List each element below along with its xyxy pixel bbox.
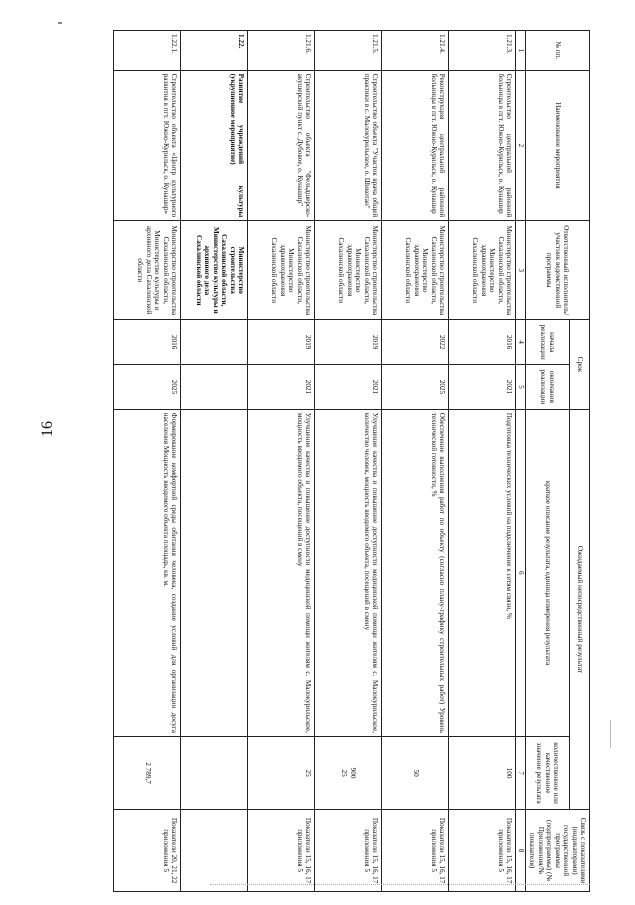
row-start: 2022: [382, 320, 449, 365]
col-number: 4: [516, 320, 525, 365]
header-responsible: Ответственный исполнитель/участник ведомственной программы: [525, 221, 589, 320]
row-desc: Улучшение качества и повышение доступности медицинской помощи жителям с. Малокурильское, мощность вводимого объекта, посещений в смену: [248, 409, 315, 736]
column-number-row: [516, 31, 525, 892]
col-number: 8: [516, 810, 525, 892]
row-name: Реконструкция центральной районной больницы в пгт. Южно-Курильск, о. Кунашир: [382, 70, 449, 221]
page-number: 16: [39, 421, 56, 437]
table-row-group: [181, 31, 248, 892]
row-desc: Обеспечение выполнения работ по объекту (согласно плану-графику строительных работ) Уровень технической готовности, %: [382, 409, 449, 736]
row-num: 1.22.: [181, 31, 248, 71]
row-value: [181, 736, 248, 809]
header-term: Срок: [570, 320, 590, 410]
col-number: 6: [516, 409, 525, 736]
row-num: 1.21.4.: [382, 31, 449, 71]
row-value: 50: [382, 736, 449, 809]
row-end: 2021: [248, 365, 315, 410]
row-responsible: Министерство строительства Сахалинской области, Министерство культуры и архивного дела Сахалинской области: [181, 221, 248, 320]
row-end: 2021: [449, 365, 516, 410]
row-link: Показатели 20, 21, 22 приложения 5: [114, 810, 181, 892]
row-start: 2016: [449, 320, 516, 365]
table-row: [248, 31, 315, 892]
table-row: [449, 31, 516, 892]
table-row: [315, 31, 382, 892]
row-name: Строительство центральной районной больницы в пгт. Южно-Курильск, о. Кунашир: [449, 70, 516, 221]
row-value: 25: [248, 736, 315, 809]
row-link: Показатели 15, 16, 17 приложения 5: [449, 810, 516, 892]
row-responsible: Министерство строительства Сахалинской области, Министерство здравоохранения Сахалинской области: [382, 221, 449, 320]
header-desc: краткое описание результата, единица измерения результата: [525, 409, 570, 736]
col-number: 5: [516, 365, 525, 410]
row-end: [181, 365, 248, 410]
row-start: 2016: [114, 320, 181, 365]
row-name: Строительство объекта «Центр культурного развития в пгт. Южно-Курильск, о. Кунашир»: [114, 70, 181, 221]
row-link: [181, 810, 248, 892]
header-value: количественное или качественное значение результата: [525, 736, 570, 809]
row-desc: Формирование комфортной среды обитания человека, создание условий для организации досуга населения Мощность вводимого объекта площадь, кв. м.: [114, 409, 181, 736]
row-responsible: Министерство строительства Сахалинской области, Министерство здравоохранения Сахалинской области: [449, 221, 516, 320]
scan-mark: [58, 22, 62, 24]
scan-edge-mark: [610, 720, 611, 748]
row-name: Строительство объекта "Участок врача общей практики в с. Малокурильское, о. Шикотан": [315, 70, 382, 221]
scan-bottom-line: [210, 884, 590, 885]
row-start: [181, 320, 248, 365]
row-num: 1.21.6.: [248, 31, 315, 71]
header-num: № пп.: [525, 31, 589, 71]
col-number: 7: [516, 736, 525, 809]
row-responsible: Министерство строительства Сахалинской области, Министерство здравоохранения Сахалинской области: [315, 221, 382, 320]
row-link: Показатели 15, 16, 17 приложения 5: [382, 810, 449, 892]
row-desc: Подготовка технических условий на подключение к сетям связи, %: [449, 409, 516, 736]
row-start: 2019: [315, 320, 382, 365]
header-link: Связь с показателями (индикаторами) государственной программы (подпрограммы) (№ Приложения/№ показателя): [525, 810, 589, 892]
row-name: Строительство объекта "Фельдшерско-акушерский пункт с. Дубовое, о. Кунашир": [248, 70, 315, 221]
row-desc: [181, 409, 248, 736]
row-num: 1.22.1.: [114, 31, 181, 71]
row-end: 2025: [114, 365, 181, 410]
header-name: Наименование мероприятия: [525, 70, 589, 221]
table-row: [382, 31, 449, 892]
row-value: 2 789,7: [114, 736, 181, 809]
col-number: 1: [516, 31, 525, 71]
row-end: 2021: [315, 365, 382, 410]
row-link: Показатели 15, 16, 17 приложения 5: [248, 810, 315, 892]
row-responsible: Министерство строительства Сахалинской области, Министерство здравоохранения Сахалинской области: [248, 221, 315, 320]
header-row-1: [570, 31, 590, 892]
row-link: Показатели 15, 16, 17 приложения 5: [315, 810, 382, 892]
row-value: 100: [449, 736, 516, 809]
header-expected: Ожидаемый непосредственный результат: [570, 409, 590, 809]
row-value: 900 25: [315, 736, 382, 809]
rotated-table-wrapper: [136, 30, 590, 892]
row-responsible: Министерство строительства Сахалинской области, Министерство культуры и архивного дела Сахалинской области: [114, 221, 181, 320]
col-number: 2: [516, 70, 525, 221]
row-name: Развитие учреждений культуры (укрупненное мероприятие): [181, 70, 248, 221]
row-num: 1.21.3.: [449, 31, 516, 71]
header-end: окончания реализации: [525, 365, 570, 410]
row-end: 2025: [382, 365, 449, 410]
row-num: 1.21.5.: [315, 31, 382, 71]
header-start: начала реализации: [525, 320, 570, 365]
measures-table: [113, 30, 590, 892]
row-desc: Улучшение качества и повышение доступности медицинской помощи жителям с. Малокурильское, количество человек, мощность вводимого объекта, посещений в смену: [315, 409, 382, 736]
col-number: 3: [516, 221, 525, 320]
row-start: 2019: [248, 320, 315, 365]
table-row: [114, 31, 181, 892]
